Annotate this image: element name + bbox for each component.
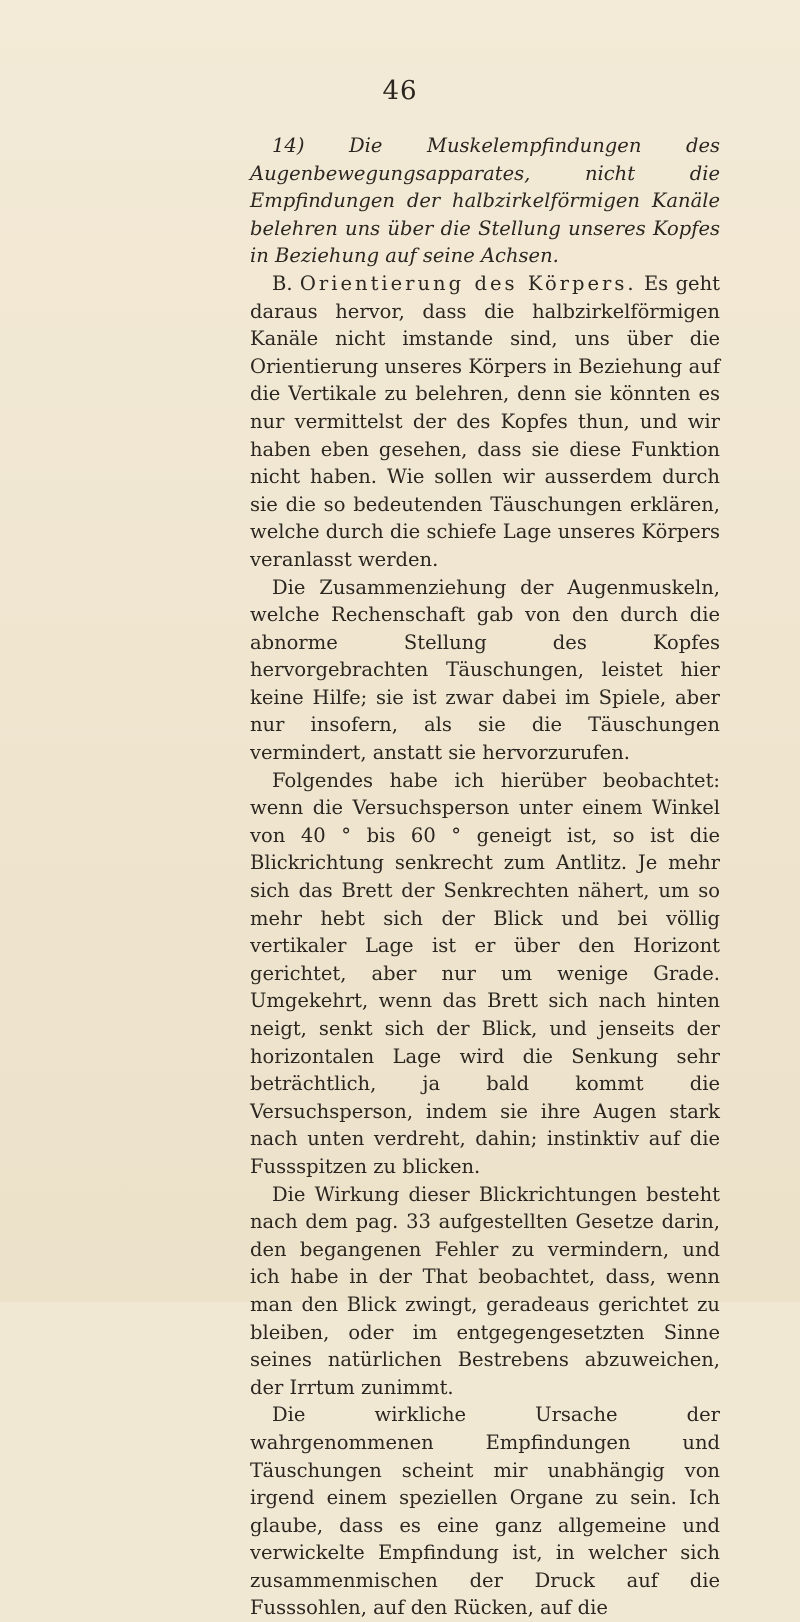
paragraph-orientierung: [250, 270, 720, 574]
section-heading: Orientierung des Körpers.: [299, 271, 637, 295]
page-number: 46: [382, 76, 418, 106]
section-marker: B.: [272, 271, 300, 295]
paragraph-augenmuskeln: Die Zusammenziehung der Augenmuskeln, welche Rechenschaft gab von den durch die abnorme Stellung des Kopfes hervorgebrachten Täuschungen, leistet hier keine Hilfe; sie ist zwar dabei im Spiele, aber nur insofern, als sie die Täuschungen vermindert, anstatt sie hervorzurufen.: [250, 575, 720, 765]
paragraph-orientierung-text: Es geht daraus hervor, dass die halbzirkelförmigen Kanäle nicht imstande sind, uns über die Orientierung unseres Körpers in Beziehung auf die Vertikale zu belehren, denn sie könnten es nur vermittelst der des Kopfes thun, und wir haben eben gesehen, dass sie diese Funktion nicht haben. Wie sollen wir ausserdem durch sie die so bedeutenden Täuschungen erklären, welche durch die schiefe Lage unseres Körpers veranlasst werden.: [250, 271, 720, 571]
paragraph-proposition-14: 14) Die Muskelempfindungen des Augenbewegungsapparates, nicht die Empfindungen der halbzirkelförmigen Kanäle belehren uns über die Stellung unseres Kopfes in Beziehung auf seine Achsen.: [250, 134, 720, 268]
paragraph-ursache: Die wirkliche Ursache der wahrgenommenen Empfindungen und Täuschungen scheint mir unabhängig von irgend einem speziellen Organe zu sein. Ich glaube, dass es eine ganz allgemeine und verwickelte Empfindung ist, in welcher sich zusammenmischen der Druck auf die Fusssohlen, auf den Rücken, auf die: [250, 1403, 720, 1620]
paragraph-beobachtung: Folgendes habe ich hierüber beobachtet: wenn die Versuchsperson unter einem Winkel von 40 ° bis 60 ° geneigt ist, so ist die Blickrichtung senkrecht zum Antlitz. Je mehr sich das Brett der Senkrechten nähert, um so mehr hebt sich der Blick und bei völlig vertikaler Lage ist er über den Horizont gerichtet, aber nur um wenige Grade. Umgekehrt, wenn das Brett sich nach hinten neigt, senkt sich der Blick, und jenseits der horizontalen Lage wird die Senkung sehr beträchtlich, ja bald kommt die Versuchsperson, indem sie ihre Augen stark nach unten verdreht, dahin; instinktiv auf die Fussspitzen zu blicken.: [250, 768, 720, 1178]
paragraph-wirkung: Die Wirkung dieser Blickrichtungen besteht nach dem pag. 33 aufgestellten Gesetze darin, den begangenen Fehler zu vermindern, und ich habe in der That beobachtet, dass, wenn man den Blick zwingt, geradeaus gerichtet zu bleiben, oder im entgegengesetzten Sinne seines natürlichen Bestrebens abzuweichen, der Irrtum zunimmt.: [250, 1182, 720, 1399]
body-text: [250, 132, 720, 1622]
